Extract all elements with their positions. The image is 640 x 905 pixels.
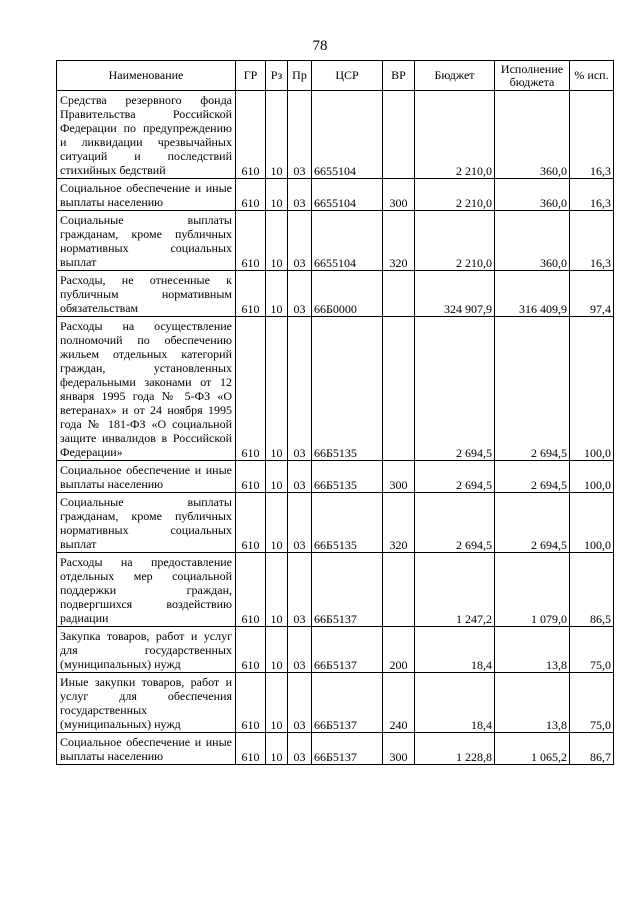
cell-budget: 324 907,9 — [415, 271, 495, 317]
cell-gr: 610 — [236, 461, 266, 493]
cell-rz: 10 — [266, 673, 288, 733]
cell-rz: 10 — [266, 627, 288, 673]
budget-table — [56, 60, 614, 765]
cell-vr: 320 — [383, 493, 415, 553]
cell-csr: 66Б5135 — [312, 317, 383, 461]
table-header-row — [57, 61, 614, 91]
cell-csr: 6655104 — [312, 91, 383, 179]
cell-pr: 03 — [288, 91, 312, 179]
cell-rz: 10 — [266, 179, 288, 211]
cell-percent: 75,0 — [570, 627, 614, 673]
header-vr: ВР — [383, 61, 415, 91]
cell-pr: 03 — [288, 673, 312, 733]
cell-budget: 2 694,5 — [415, 493, 495, 553]
header-budget: Бюджет — [415, 61, 495, 91]
cell-csr: 66Б5137 — [312, 627, 383, 673]
cell-budget: 2 694,5 — [415, 317, 495, 461]
cell-gr: 610 — [236, 493, 266, 553]
table-row — [57, 493, 614, 553]
cell-name: Социальное обеспечение и иные выплаты населению — [57, 461, 236, 493]
cell-gr: 610 — [236, 627, 266, 673]
cell-name: Иные закупки товаров, работ и услуг для обеспечения государственных (муниципальных) нужд — [57, 673, 236, 733]
cell-pr: 03 — [288, 211, 312, 271]
table-row — [57, 673, 614, 733]
table-row — [57, 211, 614, 271]
cell-pr: 03 — [288, 461, 312, 493]
cell-rz: 10 — [266, 271, 288, 317]
table-row — [57, 553, 614, 627]
cell-vr — [383, 553, 415, 627]
table-row — [57, 91, 614, 179]
cell-budget: 2 210,0 — [415, 91, 495, 179]
cell-budget: 2 210,0 — [415, 179, 495, 211]
cell-execution: 360,0 — [495, 91, 570, 179]
cell-vr — [383, 91, 415, 179]
cell-percent: 16,3 — [570, 179, 614, 211]
header-rz: Рз — [266, 61, 288, 91]
cell-gr: 610 — [236, 91, 266, 179]
cell-rz: 10 — [266, 91, 288, 179]
cell-percent: 86,5 — [570, 553, 614, 627]
cell-csr: 66Б5135 — [312, 461, 383, 493]
cell-name: Расходы, не отнесенные к публичным нормативным обязательствам — [57, 271, 236, 317]
cell-budget: 1 228,8 — [415, 733, 495, 765]
cell-budget: 18,4 — [415, 673, 495, 733]
cell-pr: 03 — [288, 627, 312, 673]
cell-percent: 97,4 — [570, 271, 614, 317]
table-row — [57, 627, 614, 673]
cell-percent: 100,0 — [570, 493, 614, 553]
cell-pr: 03 — [288, 733, 312, 765]
cell-csr: 6655104 — [312, 211, 383, 271]
cell-budget: 2 694,5 — [415, 461, 495, 493]
cell-name: Социальные выплаты гражданам, кроме публичных нормативных социальных выплат — [57, 211, 236, 271]
cell-vr: 300 — [383, 733, 415, 765]
cell-name: Социальное обеспечение и иные выплаты населению — [57, 179, 236, 211]
cell-percent: 100,0 — [570, 317, 614, 461]
cell-pr: 03 — [288, 271, 312, 317]
header-name: Наименование — [57, 61, 236, 91]
cell-vr: 320 — [383, 211, 415, 271]
table-row — [57, 317, 614, 461]
cell-percent: 86,7 — [570, 733, 614, 765]
cell-csr: 6655104 — [312, 179, 383, 211]
cell-gr: 610 — [236, 317, 266, 461]
cell-percent: 16,3 — [570, 91, 614, 179]
table-row — [57, 461, 614, 493]
header-pr: Пр — [288, 61, 312, 91]
cell-percent: 100,0 — [570, 461, 614, 493]
cell-execution: 360,0 — [495, 179, 570, 211]
header-csr: ЦСР — [312, 61, 383, 91]
cell-csr: 66Б0000 — [312, 271, 383, 317]
cell-execution: 13,8 — [495, 627, 570, 673]
cell-pr: 03 — [288, 493, 312, 553]
cell-vr: 300 — [383, 179, 415, 211]
cell-budget: 18,4 — [415, 627, 495, 673]
cell-rz: 10 — [266, 211, 288, 271]
cell-name: Расходы на предоставление отдельных мер социальной поддержки граждан, подвергшихся воздействию радиации — [57, 553, 236, 627]
cell-execution: 2 694,5 — [495, 461, 570, 493]
cell-gr: 610 — [236, 673, 266, 733]
cell-execution: 316 409,9 — [495, 271, 570, 317]
cell-budget: 2 210,0 — [415, 211, 495, 271]
header-gr: ГР — [236, 61, 266, 91]
table-row — [57, 733, 614, 765]
cell-gr: 610 — [236, 179, 266, 211]
cell-pr: 03 — [288, 317, 312, 461]
cell-rz: 10 — [266, 493, 288, 553]
cell-budget: 1 247,2 — [415, 553, 495, 627]
cell-csr: 66Б5137 — [312, 733, 383, 765]
table-body — [57, 91, 614, 765]
cell-gr: 610 — [236, 553, 266, 627]
cell-name: Расходы на осуществление полномочий по обеспечению жильем отдельных категорий граждан, установленных федеральными законами от 12 января 1995 года № 5-ФЗ «О ветеранах» и от 24 ноября 1995 года № 181-ФЗ «О социальной защите инвалидов в Российской Федерации» — [57, 317, 236, 461]
cell-csr: 66Б5135 — [312, 493, 383, 553]
cell-vr: 200 — [383, 627, 415, 673]
cell-rz: 10 — [266, 461, 288, 493]
page-number: 78 — [312, 38, 328, 54]
cell-percent: 75,0 — [570, 673, 614, 733]
table-row — [57, 179, 614, 211]
cell-vr: 300 — [383, 461, 415, 493]
cell-pr: 03 — [288, 179, 312, 211]
cell-execution: 13,8 — [495, 673, 570, 733]
cell-name: Социальное обеспечение и иные выплаты населению — [57, 733, 236, 765]
cell-name: Средства резервного фонда Правительства Российской Федерации по предупреждению и ликвидации чрезвычайных ситуаций и последствий стихийных бедствий — [57, 91, 236, 179]
header-percent: % исп. — [570, 61, 614, 91]
cell-name: Социальные выплаты гражданам, кроме публичных нормативных социальных выплат — [57, 493, 236, 553]
cell-vr — [383, 271, 415, 317]
cell-execution: 2 694,5 — [495, 317, 570, 461]
cell-gr: 610 — [236, 733, 266, 765]
cell-rz: 10 — [266, 553, 288, 627]
cell-vr: 240 — [383, 673, 415, 733]
cell-csr: 66Б5137 — [312, 553, 383, 627]
table-row — [57, 271, 614, 317]
cell-csr: 66Б5137 — [312, 673, 383, 733]
cell-vr — [383, 317, 415, 461]
cell-rz: 10 — [266, 317, 288, 461]
cell-execution: 2 694,5 — [495, 493, 570, 553]
cell-gr: 610 — [236, 271, 266, 317]
cell-rz: 10 — [266, 733, 288, 765]
cell-execution: 1 079,0 — [495, 553, 570, 627]
cell-pr: 03 — [288, 553, 312, 627]
cell-gr: 610 — [236, 211, 266, 271]
cell-name: Закупка товаров, работ и услуг для государственных (муниципальных) нужд — [57, 627, 236, 673]
cell-execution: 360,0 — [495, 211, 570, 271]
cell-execution: 1 065,2 — [495, 733, 570, 765]
cell-percent: 16,3 — [570, 211, 614, 271]
header-execution: Исполнение бюджета — [495, 61, 570, 91]
